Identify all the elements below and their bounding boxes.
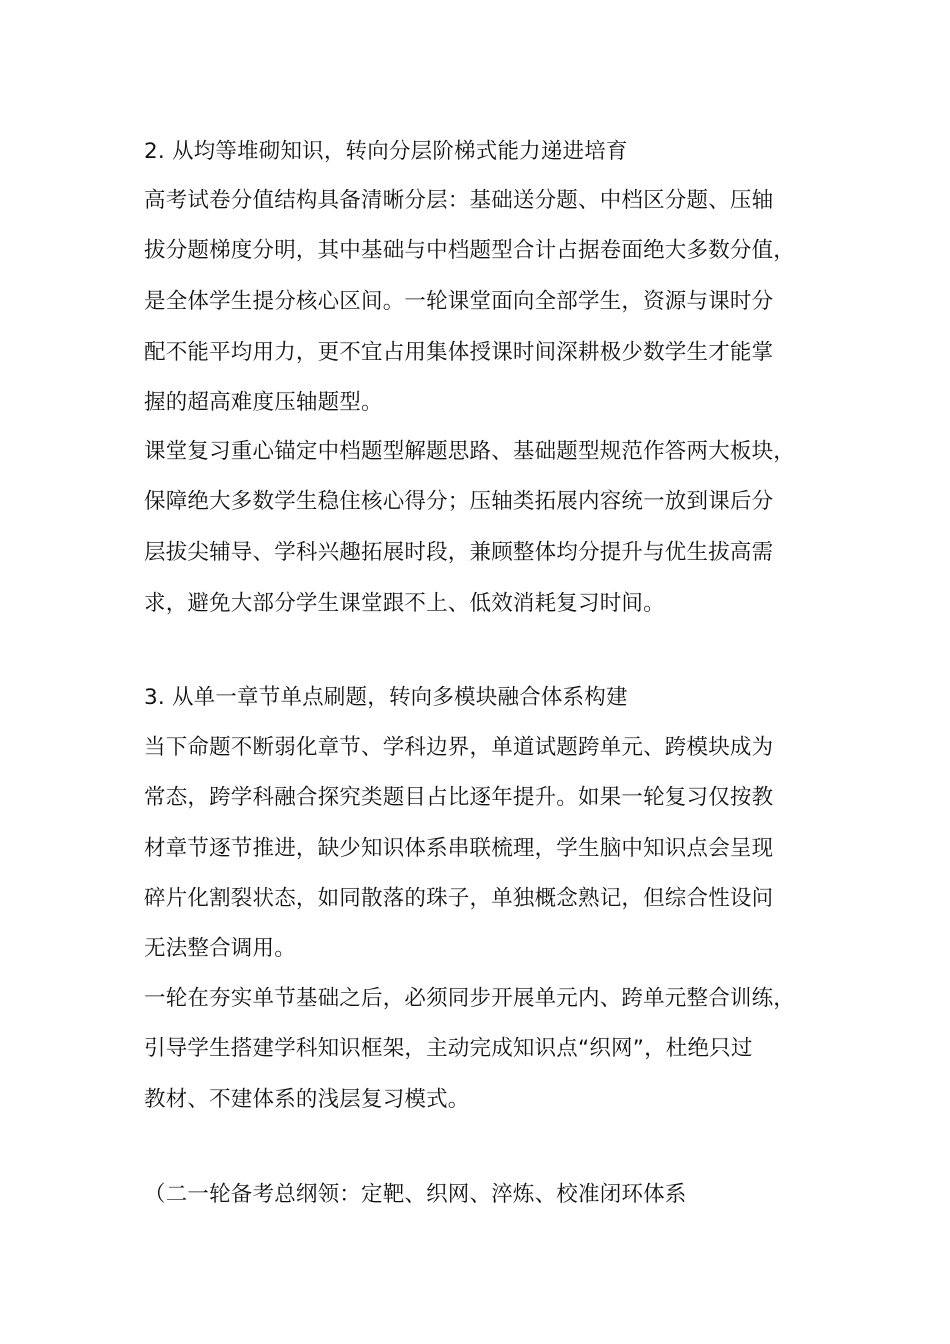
paragraph-line: 教材、不建体系的浅层复习模式。 bbox=[144, 1087, 470, 1112]
paragraph-line: 无法整合调用。 bbox=[144, 936, 296, 961]
paragraph-line: 求，避免大部分学生课堂跟不上、低效消耗复习时间。 bbox=[144, 591, 665, 616]
paragraph-line: 是全体学生提分核心区间。一轮课堂面向全部学生，资源与课时分 bbox=[144, 289, 774, 314]
section-3-heading: 3. 从单一章节单点刷题，转向多模块融合体系构建 bbox=[144, 685, 628, 710]
paragraph-line: 握的超高难度压轴题型。 bbox=[144, 390, 383, 415]
paragraph-line: 保障绝大多数学生稳住核心得分；压轴类拓展内容统一放到课后分 bbox=[144, 489, 774, 514]
paragraph-line: 引导学生搭建学科知识框架，主动完成知识点“织网”，杜绝只过 bbox=[144, 1036, 753, 1061]
paragraph-line: 拔分题梯度分明，其中基础与中档题型合计占据卷面绝大多数分值， bbox=[144, 238, 796, 263]
paragraph-line: 高考试卷分值结构具备清晰分层：基础送分题、中档区分题、压轴 bbox=[144, 188, 774, 213]
paragraph-line: 常态，跨学科融合探究类题目占比逐年提升。如果一轮复习仅按教 bbox=[144, 785, 774, 810]
paragraph-line: 当下命题不断弱化章节、学科边界，单道试题跨单元、跨模块成为 bbox=[144, 735, 774, 760]
section-2-heading: 2. 从均等堆砌知识，转向分层阶梯式能力递进培育 bbox=[144, 139, 628, 164]
paragraph-line: 课堂复习重心锚定中档题型解题思路、基础题型规范作答两大板块， bbox=[144, 439, 796, 464]
paragraph-line: 碎片化割裂状态，如同散落的珠子，单独概念熟记，但综合性设问 bbox=[144, 886, 774, 911]
paragraph-line: 材章节逐节推进，缺少知识体系串联梳理，学生脑中知识点会呈现 bbox=[144, 836, 774, 861]
paragraph-line: 层拔尖辅导、学科兴趣拓展时段，兼顾整体均分提升与优生拔高需 bbox=[144, 540, 774, 565]
paragraph-line: 一轮在夯实单节基础之后，必须同步开展单元内、跨单元整合训练， bbox=[144, 986, 796, 1011]
paragraph-line: 配不能平均用力，更不宜占用集体授课时间深耕极少数学生才能掌 bbox=[144, 340, 774, 365]
subheading: （二一轮备考总纲领：定靶、织网、淬炼、校准闭环体系 bbox=[144, 1182, 687, 1207]
